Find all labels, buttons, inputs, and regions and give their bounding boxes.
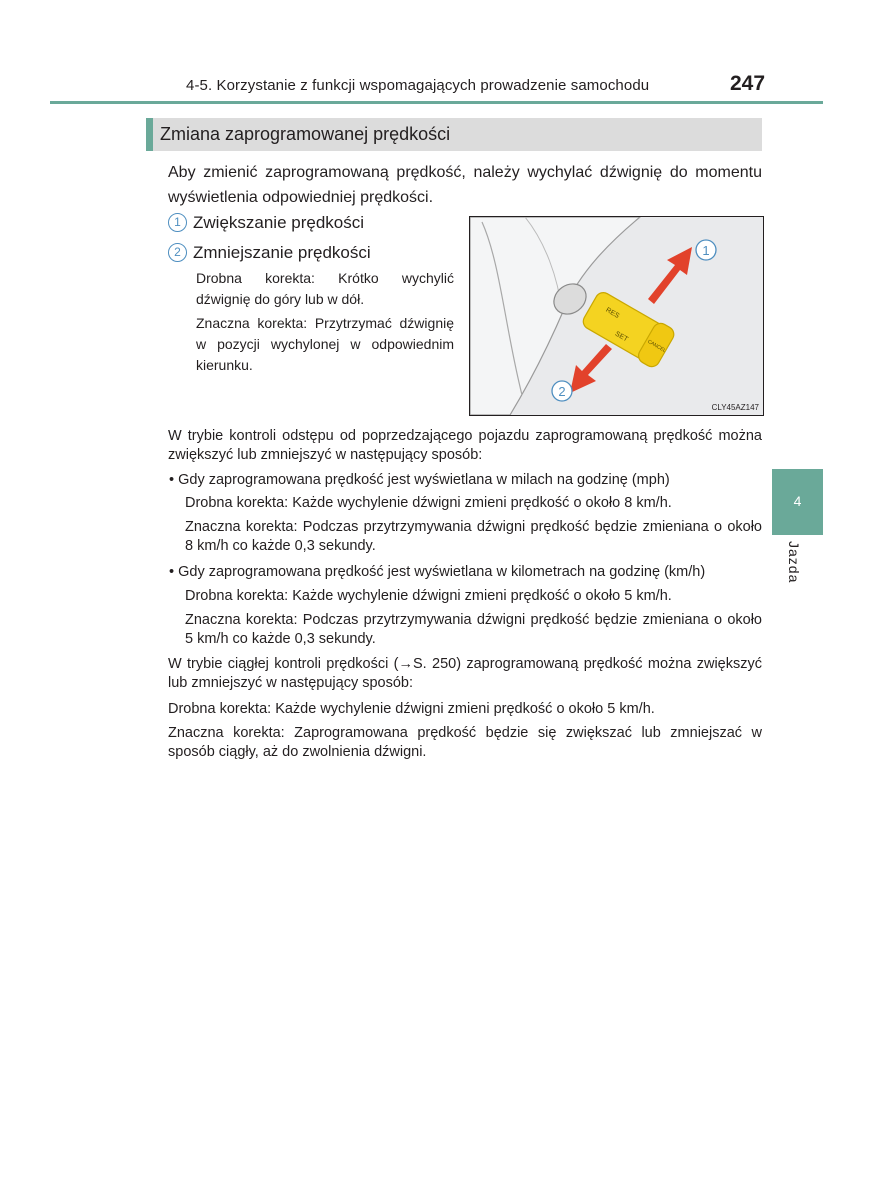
list-item-increase <box>168 213 364 233</box>
section-title: Zmiana zaprogramowanej prędkości <box>160 124 451 144</box>
constant-mode-paragraph: W trybie ciągłej kontroli prędkości (→S. 250) zaprogramowaną prędkość można zwiększyć lub zmniejszyć w następujący sposób: <box>168 656 762 691</box>
lever-label: CANCEL <box>646 338 667 355</box>
lever-drawing <box>470 217 763 415</box>
list-item-decrease <box>168 243 371 263</box>
kmh-fine-text: Drobna korekta: Każde wychylenie dźwigni zmieni prędkość o około 5 km/h. <box>185 588 672 604</box>
bullet-kmh <box>169 563 705 582</box>
header-divider <box>50 101 823 104</box>
lever-label: RES <box>604 306 621 320</box>
bullet-mph <box>169 471 670 490</box>
coarse-adjustment-note: Znaczna korekta: Przytrzymać dźwignię w pozycji wychylonej w odpowiednim kierunku. <box>196 315 454 373</box>
distance-mode-paragraph: W trybie kontroli odstępu od poprzedzającego pojazdu zaprogramowaną prędkość można zwiększyć lub zmniejszyć w następujący sposób: <box>168 428 762 463</box>
page-number: 247 <box>730 72 766 95</box>
section-heading-bar <box>146 118 762 151</box>
bullet-marker: • <box>169 472 175 488</box>
fine-adjustment-note: Drobna korekta: Krótko wychylić dźwignię do góry lub w dół. <box>196 270 454 307</box>
mph-fine-text: Drobna korekta: Każde wychylenie dźwigni zmieni prędkość o około 8 km/h. <box>185 495 672 511</box>
running-header-title: 4-5. Korzystanie z funkcji wspomagających prowadzenie samochodu <box>186 77 650 94</box>
cruise-lever-illustration <box>469 216 764 416</box>
number-1-icon: 1 <box>168 213 187 232</box>
mph-coarse-text: Znaczna korekta: Podczas przytrzymywania dźwigni prędkość będzie zmieniana o około 8 km/h co każde 0,3 sekundy. <box>185 519 762 554</box>
chapter-label: Jazda <box>786 541 802 584</box>
callout-2-label: 2 <box>558 384 566 399</box>
figure-code: CLY45AZ147 <box>711 403 759 412</box>
arrow-up-icon <box>648 247 692 304</box>
bullet-marker: • <box>169 564 175 580</box>
lever-label: SET <box>613 330 629 344</box>
callout-1-label: 1 <box>702 243 710 258</box>
intro-paragraph: Aby zmienić zaprogramowaną prędkość, należy wychylać dźwignię do momentu wyświetlenia odpowiedniej prędkości. <box>168 164 762 206</box>
bullet-mph-text: Gdy zaprogramowana prędkość jest wyświetlana w milach na godzinę (mph) <box>178 472 670 488</box>
list-item-label: Zwiększanie prędkości <box>193 213 365 232</box>
kmh-coarse-text: Znaczna korekta: Podczas przytrzymywania dźwigni prędkość będzie zmieniana o około 5 km/h co każde 0,3 sekundy. <box>185 612 762 647</box>
list-item-label: Zmniejszanie prędkości <box>193 243 371 262</box>
constant-coarse-text: Znaczna korekta: Zaprogramowana prędkość będzie się zwiększać lub zmniejszać w sposób ciągły, aż do zwolnienia dźwigni. <box>168 725 762 760</box>
bullet-kmh-text: Gdy zaprogramowana prędkość jest wyświetlana w kilometrach na godzinę (km/h) <box>178 564 706 580</box>
number-2-icon: 2 <box>168 243 187 262</box>
section-heading-accent <box>146 118 153 151</box>
chapter-tab <box>772 469 823 535</box>
arrow-down-icon <box>570 344 612 393</box>
chapter-number: 4 <box>793 493 802 509</box>
constant-fine-text: Drobna korekta: Każde wychylenie dźwigni zmieni prędkość o około 5 km/h. <box>168 701 655 717</box>
